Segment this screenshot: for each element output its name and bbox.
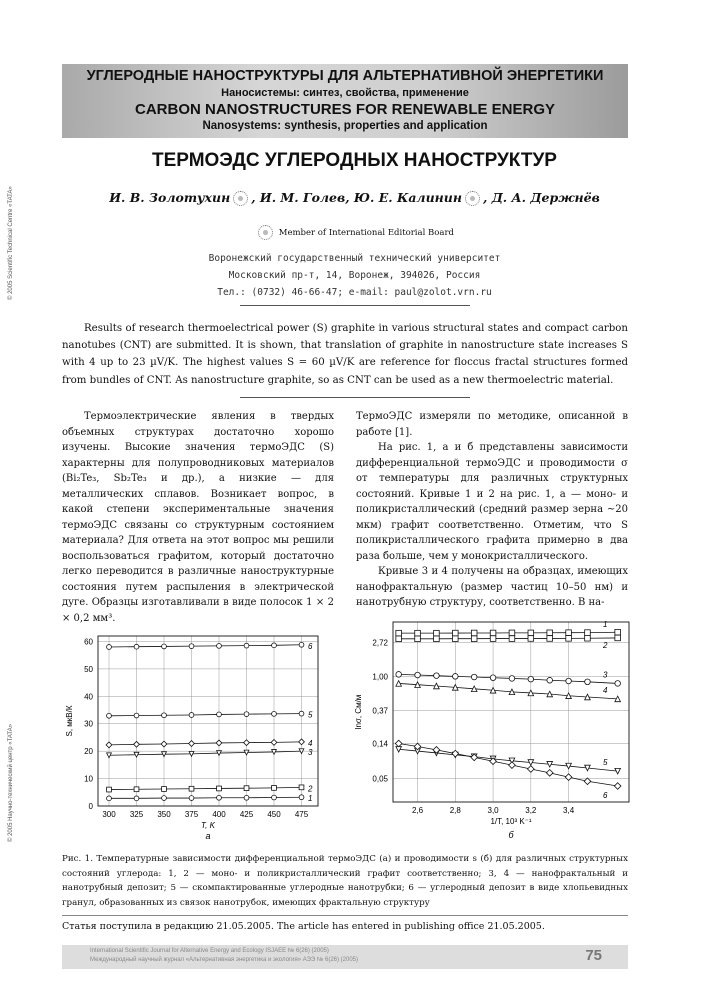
- data-point: [471, 674, 477, 680]
- y-tick-label: 20: [84, 747, 93, 757]
- data-point: [471, 630, 477, 636]
- data-point: [452, 750, 459, 757]
- data-point: [189, 786, 194, 791]
- series-label: 2: [603, 640, 608, 650]
- y-tick-label: 50: [84, 664, 93, 674]
- banner-subtitle-en: Nanosystems: synthesis, properties and application: [202, 120, 488, 132]
- data-point: [244, 643, 249, 648]
- series-label: 1: [308, 794, 313, 804]
- data-point: [217, 795, 222, 800]
- data-point: [565, 774, 572, 781]
- x-tick-label: 2,6: [411, 806, 424, 815]
- author-2-3: , И. М. Голев, Ю. Е. Калинин: [251, 190, 462, 205]
- y-tick-label: 0,05: [372, 774, 388, 784]
- data-point: [162, 713, 167, 718]
- data-point: [566, 630, 572, 636]
- data-point: [272, 643, 277, 648]
- data-point: [134, 796, 139, 801]
- divider-abstract: [240, 397, 470, 398]
- data-point: [162, 644, 167, 649]
- data-point: [161, 741, 167, 747]
- y-tick-label: 40: [84, 692, 93, 702]
- page-number: 75: [585, 947, 602, 964]
- x-tick-label: 300: [102, 810, 116, 819]
- data-point: [189, 713, 194, 718]
- data-point: [434, 630, 440, 636]
- x-tick-label: 325: [129, 810, 144, 819]
- article-title: ТЕРМОЭДС УГЛЕРОДНЫХ НАНОСТРУКТУР: [152, 150, 557, 171]
- data-point: [566, 678, 572, 684]
- data-point: [509, 676, 515, 682]
- divider-top: [240, 305, 470, 306]
- data-point: [299, 642, 304, 647]
- data-point: [434, 673, 440, 679]
- data-point: [272, 795, 277, 800]
- figure-1a-thermopower-chart: [62, 628, 334, 846]
- data-point: [415, 630, 421, 636]
- data-point: [271, 739, 277, 745]
- body-left-column: [62, 409, 334, 626]
- divider-received: [62, 915, 628, 916]
- figure-caption: Рис. 1. Температурные зависимости дифференциальной термоЭДС (а) и проводимости s (б) для различных структурных состояний углерода: 1, 2 — моно- и поликристаллический графит соответственно; 3, 4 — нанофрактальный и нанотрубный депозит; 5 — скомпактированные углеродные нанотрубки; 6 — углеродный депозит в виде хлопьевидных гранул, образованных из связок нанотрубок, имеющих фрактальную структуру: [62, 854, 628, 908]
- data-point: [547, 630, 553, 636]
- series-label: 6: [603, 791, 608, 801]
- plot-frame: [98, 636, 318, 806]
- editorial-board-star-icon: [258, 225, 273, 240]
- author-1: И. В. Золотухин: [109, 190, 231, 205]
- figure-1b-conductivity-chart: [345, 618, 635, 846]
- copyright-side-note-top: © 2005 Scientific Technical Centre «TATA»: [8, 186, 14, 300]
- data-point: [396, 636, 402, 642]
- journal-banner: [62, 64, 628, 138]
- data-point: [528, 676, 534, 682]
- footer-journal-ru: Международный научный журнал «Альтернативная энергетика и экология» АЭЭ № 6(26) (2005): [90, 957, 358, 963]
- data-point: [299, 785, 304, 790]
- series-line: [399, 683, 618, 698]
- data-point: [189, 796, 194, 801]
- x-tick-label: 425: [239, 810, 254, 819]
- data-point: [415, 672, 421, 678]
- data-point: [134, 787, 139, 792]
- data-point: [615, 629, 621, 635]
- x-tick-label: 3,2: [525, 806, 537, 815]
- data-point: [585, 630, 591, 636]
- data-point: [434, 636, 440, 642]
- x-axis-label: 1/T, 10³ K⁻¹: [490, 817, 532, 826]
- member-note: Member of International Editorial Board: [278, 228, 454, 238]
- data-point: [244, 795, 249, 800]
- data-point: [546, 770, 553, 777]
- series-label: 5: [308, 710, 313, 720]
- data-point: [584, 778, 591, 785]
- data-point: [509, 630, 515, 636]
- footer-journal-en: International Scientific Journal for Alternative Energy and Ecology ISJAEE № 6(26) (2005): [90, 948, 329, 954]
- data-point: [528, 630, 534, 636]
- data-point: [415, 636, 421, 642]
- x-tick-label: 3,0: [487, 806, 499, 815]
- data-point: [490, 675, 496, 681]
- author-4: , Д. А. Держнёв: [482, 190, 600, 205]
- data-point: [162, 787, 167, 792]
- affiliation-address: Московский пр-т, 14, Воронеж, 394026, Россия: [228, 270, 481, 281]
- x-tick-label: 375: [184, 810, 199, 819]
- x-tick-label: 3,4: [563, 806, 575, 815]
- x-axis-label: T, K: [201, 821, 215, 830]
- x-tick-label: 450: [267, 810, 281, 819]
- journal-footer: [62, 945, 628, 969]
- data-point: [528, 766, 535, 773]
- y-axis-label: S, мкВ/К: [65, 705, 74, 737]
- data-point: [217, 712, 222, 717]
- data-point: [189, 644, 194, 649]
- banner-subtitle-ru: Наносистемы: синтез, свойства, применение: [221, 87, 469, 99]
- data-point: [107, 787, 112, 792]
- body-paragraph: На рис. 1, а и б представлены зависимости дифференциальной термоЭДС и проводимости σ от температуры для различных структурных состояний. Кривые 1 и 2 на рис. 1, а — моно- и поликристаллический (средний размер зерна ~20 мкм) графит соответственно. Отметим, что S поликристаллического графита примерно в два раза больше, чем у монокристаллического.: [356, 442, 628, 562]
- series-line: [399, 749, 618, 771]
- data-point: [189, 741, 195, 747]
- affiliation-contacts: Тел.: (0732) 46-66-47; e-mail: paul@zolot.vrn.ru: [217, 287, 492, 298]
- data-point: [107, 796, 112, 801]
- y-tick-label: 60: [84, 637, 93, 647]
- data-point: [528, 636, 534, 642]
- body-paragraph: Кривые 3 и 4 получены на образцах, имеющих нанофрактальную (размер частиц 10–50 нм) и нанотрубную структуру, соответственно. В на-: [356, 566, 628, 608]
- data-point: [547, 636, 553, 642]
- data-point: [107, 713, 112, 718]
- data-point: [299, 739, 305, 745]
- series-label: 4: [308, 738, 313, 748]
- data-point: [244, 740, 250, 746]
- data-point: [162, 796, 167, 801]
- received-date: Статья поступила в редакцию 21.05.2005. The article has entered in publishing office 21.05.2005.: [62, 921, 545, 932]
- body-paragraph: Термоэлектрические явления в твердых объемных структурах достаточно хорошо изучены. Высокие значения термоЭДС (S) характерны для полупроводниковых материалов (Bi₂Te₃, Sb₂Te₃ и др.), а низкие — для металлических сплавов. Возникает вопрос, в какой степени экспериментальные значения термоЭДС связаны со структурным состоянием материала? Для ответа на этот вопрос мы решили воспользоваться графитом, который достаточно легко переводится в различные наноструктурные состояния путем распыления в электрической дуге. Образцы изготавливали в виде полосок 1 × 2 × 0,2 мм³.: [62, 411, 334, 624]
- data-point: [272, 711, 277, 716]
- body-paragraph: ТермоЭДС измеряли по методике, описанной в работе [1].: [356, 411, 628, 438]
- data-point: [217, 786, 222, 791]
- data-point: [244, 712, 249, 717]
- data-point: [471, 636, 477, 642]
- data-point: [490, 630, 496, 636]
- data-point: [396, 672, 402, 678]
- editorial-board-star-icon: [465, 191, 480, 206]
- data-point: [509, 762, 516, 769]
- series-label: 4: [603, 685, 608, 695]
- data-point: [453, 636, 459, 642]
- panel-label: а: [205, 831, 211, 841]
- data-point: [134, 713, 139, 718]
- y-tick-label: 2,72: [372, 638, 388, 648]
- series-label: 5: [603, 758, 608, 768]
- data-point: [453, 630, 459, 636]
- data-point: [107, 645, 112, 650]
- series-label: 6: [308, 641, 313, 651]
- data-point: [614, 783, 621, 790]
- editorial-board-note: [0, 225, 709, 240]
- y-tick-label: 0,37: [372, 706, 388, 716]
- panel-label: б: [508, 830, 514, 840]
- series-label: 3: [308, 748, 313, 758]
- data-point: [134, 741, 140, 747]
- series-label: 3: [603, 670, 608, 680]
- y-tick-label: 10: [84, 774, 93, 784]
- data-point: [547, 677, 553, 683]
- y-tick-label: 0: [88, 802, 93, 811]
- y-tick-label: 30: [84, 719, 93, 729]
- copyright-side-note-bottom: © 2005 Научно-технический центр «TATA»: [8, 724, 14, 842]
- data-point: [615, 635, 621, 641]
- data-point: [490, 636, 496, 642]
- data-point: [566, 636, 572, 642]
- data-point: [395, 740, 402, 747]
- data-point: [299, 711, 304, 716]
- data-point: [509, 636, 515, 642]
- data-point: [299, 795, 304, 800]
- series-line: [399, 743, 618, 786]
- x-tick-label: 2,8: [449, 806, 461, 815]
- editorial-board-star-icon: [233, 191, 248, 206]
- data-point: [433, 747, 440, 754]
- banner-title-ru: УГЛЕРОДНЫЕ НАНОСТРУКТУРЫ ДЛЯ АЛЬТЕРНАТИВНОЙ ЭНЕРГЕТИКИ: [86, 68, 604, 84]
- data-point: [272, 786, 277, 791]
- data-point: [453, 674, 459, 680]
- affiliation: [0, 250, 709, 301]
- data-point: [585, 679, 591, 685]
- data-point: [396, 630, 402, 636]
- authors: [0, 190, 709, 206]
- plot-frame: [393, 622, 629, 802]
- series-label: 1: [603, 620, 608, 630]
- data-point: [585, 635, 591, 641]
- abstract: Results of research thermoelectrical power (S) graphite in various structural states and compact carbon nanotubes (CNT) are submitted. It is shown, that translation of graphite in nanostructure state increases S with 4 up to 23 µV/K. The highest values S = 60 µV/K are reference for floccus fractal structures formed from bundles of CNT. As nanostructure graphite, so as CNT can be used as a new thermoelectric material.: [62, 323, 628, 386]
- series-label: 2: [308, 784, 313, 794]
- data-point: [615, 681, 621, 687]
- data-point: [244, 786, 249, 791]
- data-point: [216, 740, 222, 746]
- y-axis-label: lnσ, См/м: [354, 694, 363, 730]
- x-tick-label: 400: [212, 810, 226, 819]
- banner-title-en: CARBON NANOSTRUCTURES FOR RENEWABLE ENERGY: [134, 101, 555, 118]
- body-right-column: [356, 409, 628, 611]
- y-tick-label: 1,00: [372, 672, 388, 682]
- affiliation-university: Воронежский государственный технический университет: [208, 253, 501, 264]
- data-point: [134, 644, 139, 649]
- y-tick-label: 0,14: [372, 739, 388, 749]
- x-tick-label: 350: [157, 810, 171, 819]
- x-tick-label: 475: [294, 810, 309, 819]
- data-point: [106, 742, 112, 748]
- data-point: [217, 643, 222, 648]
